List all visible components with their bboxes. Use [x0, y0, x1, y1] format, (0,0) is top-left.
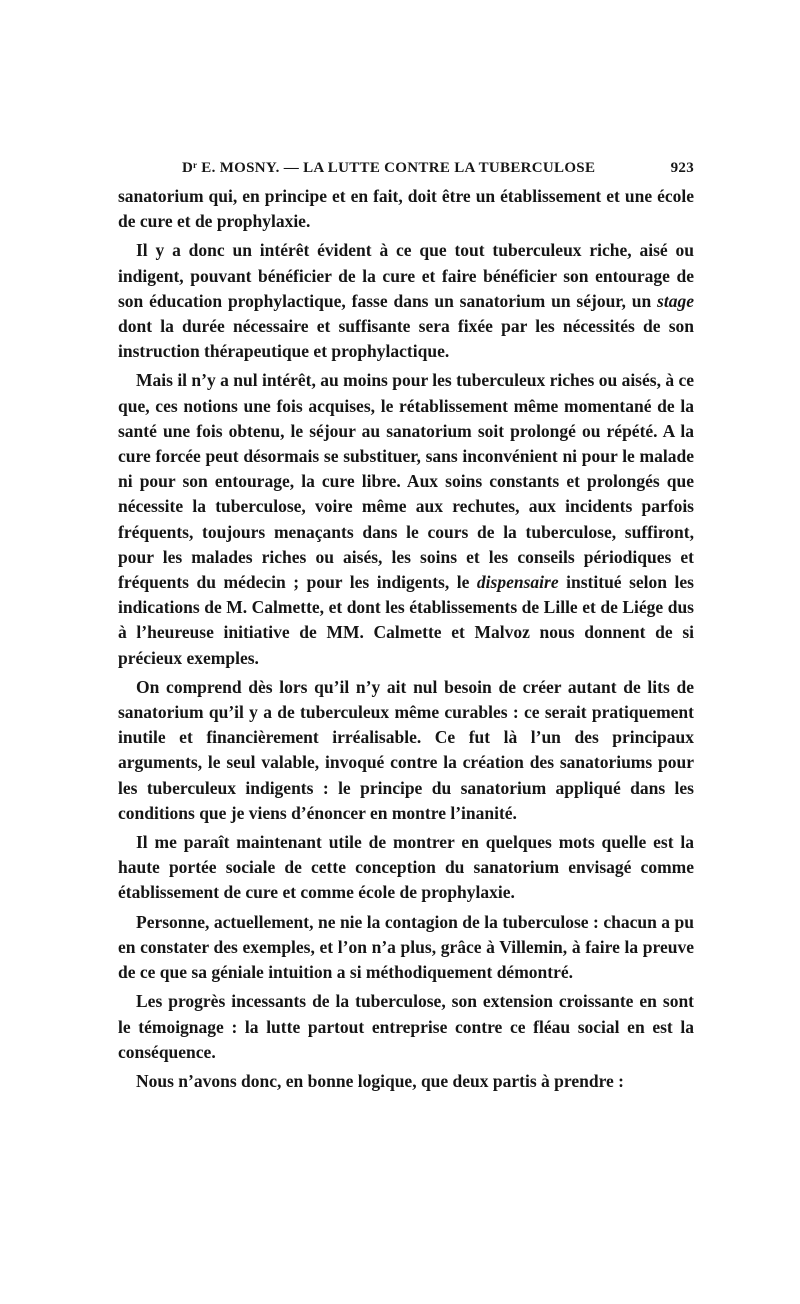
paragraph-3-text-a: Mais il n’y a nul intérêt, au moins pour les tuberculeux riches ou aisés, à ce que, ces notions une fois acquises, le rétablissement même momentané de la santé une fois obtenu, le séjour au sanatorium soit prolongé ou répété. A la cure forcée peut désormais se substituer, sans inconvénient ni pour le malade ni pour son entourage, la cure libre. Aux soins constants et prolongés que nécessite la tuberculose, voire même aux rechutes, aux incidents parfois fréquents, toujours menaçants dans le cours de la tuberculose, suffiront, pour les malades riches ou aisés, les soins et les conseils périodiques et fréquents du médecin ; pour les indigents, le: [118, 370, 694, 593]
paragraph-2-text-b: dont la durée nécessaire et suffisante sera fixée par les nécessités de son instruction thérapeutique et prophylactique.: [118, 316, 694, 362]
italic-term-stage: stage: [657, 290, 694, 311]
paragraph-3: [118, 368, 694, 670]
paragraph-3-text-b: institué selon les indications de M. Calmette, et dont les établissements de Lille et de Liége dus à l’heureuse initiative de MM. Calmette et Malvoz nous donnent de si précieux exemples.: [118, 572, 694, 668]
running-title: Dʳ E. MOSNY. — LA LUTTE CONTRE LA TUBERCULOSE: [182, 160, 596, 176]
paragraph-5: Il me paraît maintenant utile de montrer en quelques mots quelle est la haute portée sociale de cette conception du sanatorium envisagé comme établissement de cure et comme école de prophylaxie.: [118, 832, 694, 903]
page-text-block: [118, 154, 694, 1098]
paragraph-7: Les progrès incessants de la tuberculose, son extension croissante en sont le témoignage : la lutte partout entreprise contre ce fléau social en est la conséquence.: [118, 991, 694, 1062]
page-number: 923: [670, 160, 694, 176]
paragraph-6: Personne, actuellement, ne nie la contagion de la tuberculose : chacun a pu en constater des exemples, et l’on n’a plus, grâce à Villemin, à faire la preuve de ce que sa géniale intuition a si méthodiquement démontré.: [118, 911, 694, 983]
paragraph-2-text-a: Il y a donc un intérêt évident à ce que tout tuberculeux riche, aisé ou indigent, pouvant bénéficier de la cure et faire bénéficier son entourage de son éducation prophylactique, fasse dans un sanatorium un séjour, un: [118, 240, 694, 311]
running-head: [118, 154, 694, 180]
italic-term-dispensaire: dispensaire: [476, 572, 559, 593]
paragraph-8: Nous n’avons donc, en bonne logique, que deux partis à prendre :: [136, 1070, 624, 1091]
paragraph-2: [118, 238, 694, 364]
paragraph-4: On comprend dès lors qu’il n’y ait nul besoin de créer autant de lits de sanatorium qu’il y a de tuberculeux même curables : ce serait pratiquement inutile et financièrement irréalisable. Ce fut là l’un des principaux arguments, le seul valable, invoqué contre la création des sanatoriums pour les tuberculeux indigents : le principe du sanatorium appliqué dans les conditions que je viens d’énoncer en montre l’inanité.: [118, 676, 694, 823]
paragraph-1: sanatorium qui, en principe et en fait, doit être un établissement et une école de cure et de prophylaxie.: [118, 186, 694, 232]
